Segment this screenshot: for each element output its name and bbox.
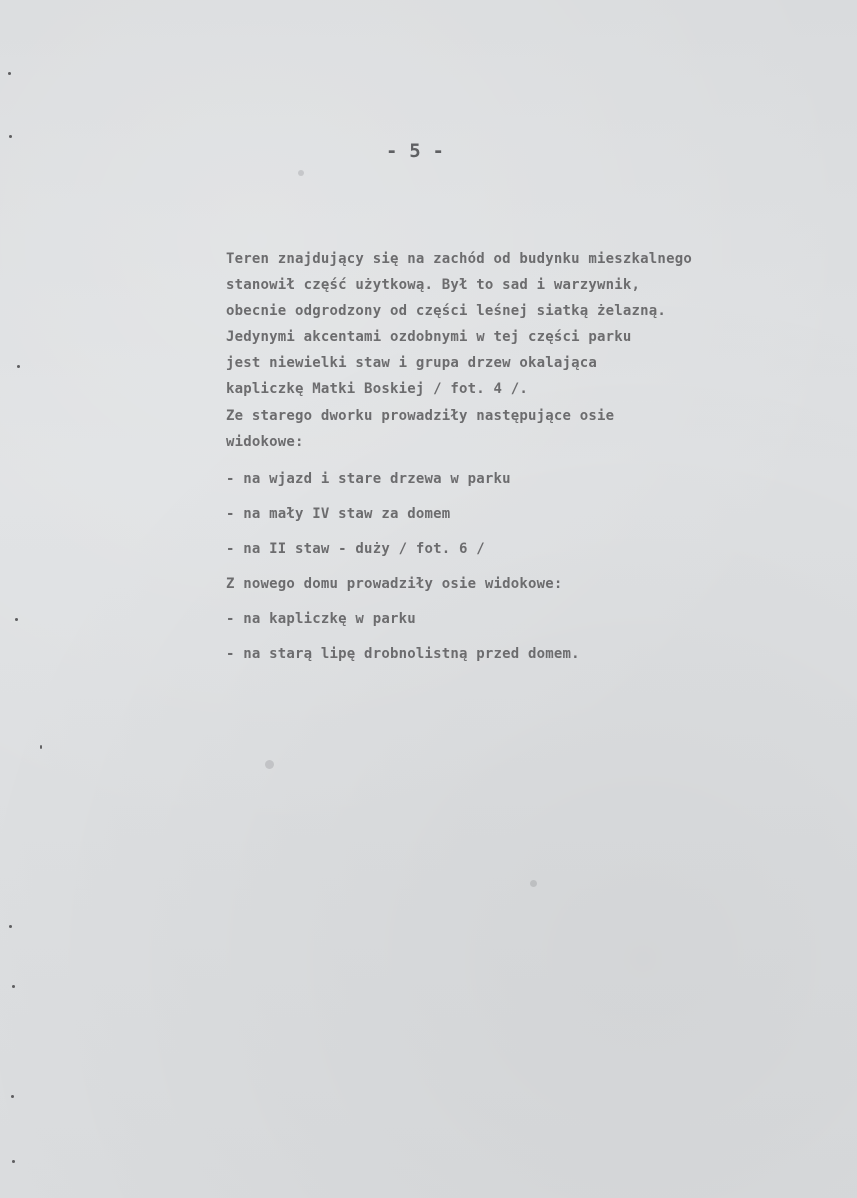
list-item: - na mały IV staw za domem xyxy=(226,506,451,522)
list-item: - na starą lipę drobnolistną przed domem. xyxy=(226,646,580,662)
paper-smudge xyxy=(530,880,537,887)
list-item: - na wjazd i stare drzewa w parku xyxy=(226,471,511,487)
text-line: Z nowego domu prowadziły osie widokowe: xyxy=(226,576,563,592)
list-item: - na II staw - duży / fot. 6 / xyxy=(226,541,485,557)
text-line: widokowe: xyxy=(226,434,304,450)
paper-smudge xyxy=(265,760,274,769)
text-line: obecnie odgrodzony od części leśnej siatką żelazną. xyxy=(226,303,667,319)
text-line: jest niewielki staw i grupa drzew okalająca xyxy=(226,355,598,371)
paper-smudge xyxy=(298,170,304,176)
text-line: Ze starego dworku prowadziły następujące osie xyxy=(226,408,615,424)
text-line: kapliczkę Matki Boskiej / fot. 4 /. xyxy=(226,381,529,397)
list-item: - na kapliczkę w parku xyxy=(226,611,416,627)
text-line: Jedynymi akcentami ozdobnymi w tej części parku xyxy=(226,329,632,345)
text-line: stanowił część użytkową. Był to sad i warzywnik, xyxy=(226,277,641,293)
text-line: Teren znajdujący się na zachód od budynku mieszkalnego xyxy=(226,251,692,267)
page-number: - 5 - xyxy=(386,140,445,162)
